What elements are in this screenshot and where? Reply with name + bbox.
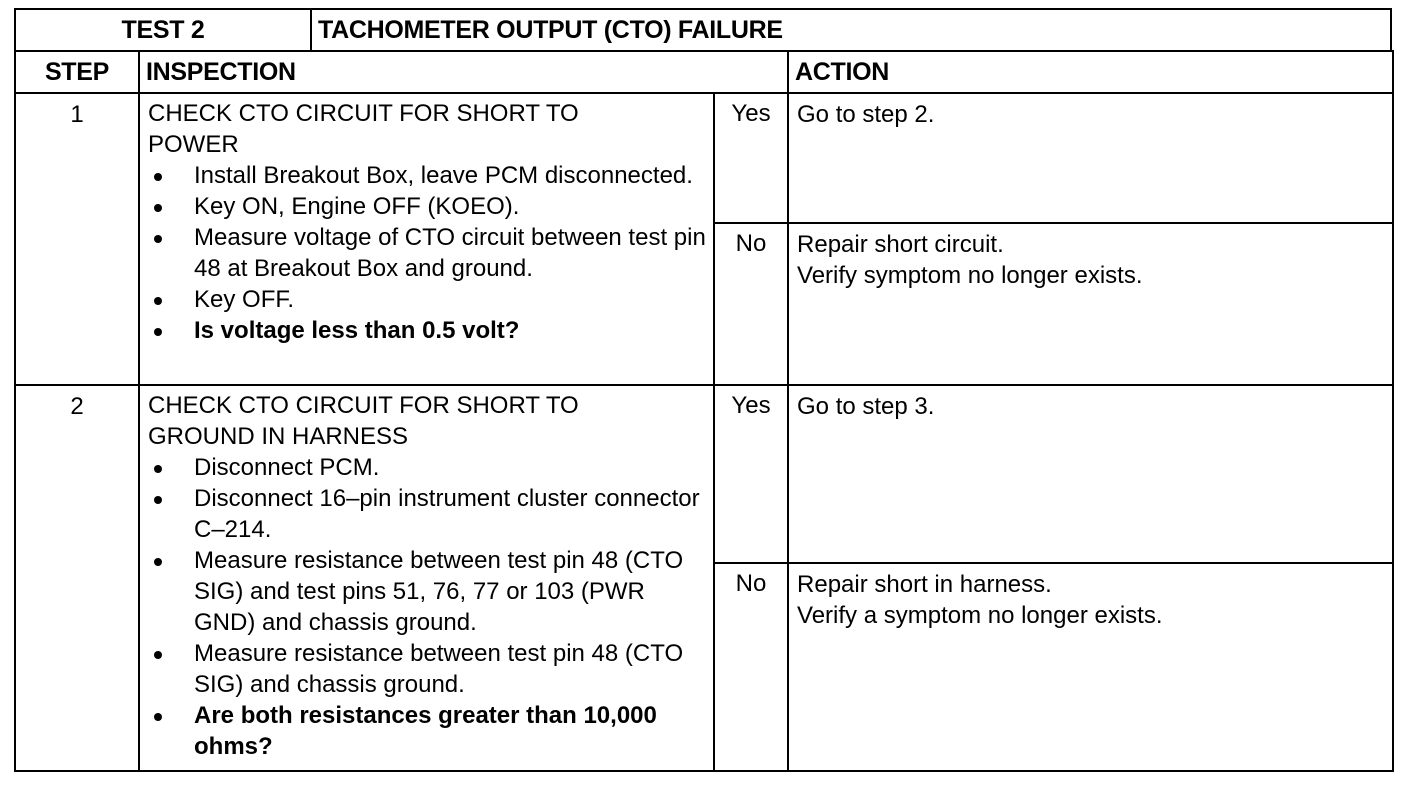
yes-label: Yes [714,93,788,223]
list-item: Measure resistance between test pin 48 (CTO SIG) and chassis ground. [148,638,709,700]
bullet-icon [154,328,162,336]
no-label: No [714,223,788,385]
step-title-line-1: CHECK CTO CIRCUIT FOR SHORT TO [148,392,579,419]
step-question: Is voltage less than 0.5 volt? [148,315,709,346]
list-item: Disconnect 16–pin instrument cluster connector C–214. [148,483,709,545]
bullet-icon [154,713,162,721]
step-number: 1 [15,93,139,385]
step-title-line-1: CHECK CTO CIRCUIT FOR SHORT TO [148,100,579,127]
step-1-yes-row [15,93,1393,223]
list-item: Measure resistance between test pin 48 (CTO SIG) and test pins 51, 76, 77 or 103 (PWR GND) and chassis ground. [148,545,709,638]
action-line: Go to step 3. [797,393,935,420]
steps-table [14,50,1394,772]
test-title: TACHOMETER OUTPUT (CTO) FAILURE [318,16,783,44]
diagnostic-test-table [14,8,1392,772]
column-header-inspection: INSPECTION [139,51,788,93]
action-line: Verify a symptom no longer exists. [797,602,1163,629]
yes-action [788,93,1393,223]
bullet-icon [154,173,162,181]
action-line: Repair short in harness. [797,571,1052,598]
yes-label: Yes [714,385,788,563]
bullet-icon [154,465,162,473]
action-line: Repair short circuit. [797,231,1004,258]
test-header [14,8,1392,52]
step-2-yes-row [15,385,1393,563]
column-header-step: STEP [15,51,139,93]
list-item: Key OFF. [148,284,709,315]
action-line: Verify symptom no longer exists. [797,262,1143,289]
step-question: Are both resistances greater than 10,000 ohms? [148,700,709,762]
bullet-icon [154,651,162,659]
step-inspection [139,93,714,385]
test-number: TEST 2 [16,10,312,50]
column-header-action: ACTION [788,51,1393,93]
list-item: Install Breakout Box, leave PCM disconnected. [148,160,709,191]
step-number: 2 [15,385,139,771]
list-item: Measure voltage of CTO circuit between test pin 48 at Breakout Box and ground. [148,222,709,284]
inspection-list [148,452,709,762]
column-header-row [15,51,1393,93]
action-line: Go to step 2. [797,101,935,128]
yes-action [788,385,1393,563]
list-item: Disconnect PCM. [148,452,709,483]
bullet-icon [154,558,162,566]
no-action [788,563,1393,771]
no-action [788,223,1393,385]
bullet-icon [154,204,162,212]
step-title-line-2: GROUND IN HARNESS [148,423,409,450]
bullet-icon [154,297,162,305]
step-title-line-2: POWER [148,131,239,158]
step-inspection [139,385,714,771]
bullet-icon [154,496,162,504]
inspection-list [148,160,709,346]
no-label: No [714,563,788,771]
bullet-icon [154,235,162,243]
list-item: Key ON, Engine OFF (KOEO). [148,191,709,222]
